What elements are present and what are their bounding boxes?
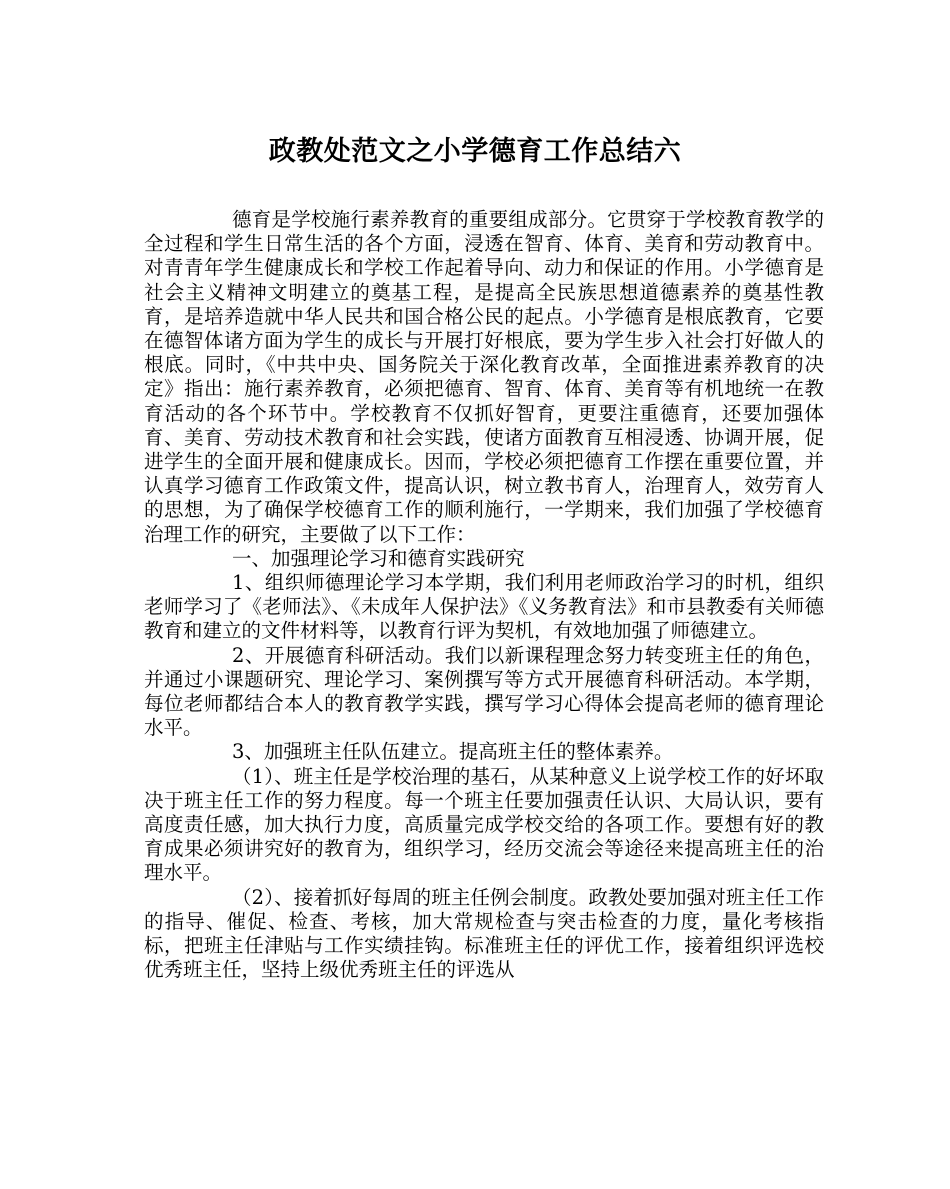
paragraph-intro: 德育是学校施行素养教育的重要组成部分。它贯穿于学校教育教学的全过程和学生日常生活的各个方面，浸透在智育、体育、美育和劳动教育中。对青青年学生健康成长和学校工作起着导向、动力和保证的作用。小学德育是社会主义精神文明建立的奠基工程，是提高全民族思想道德素养的奠基性教育，是培养造就中华人民共和国合格公民的起点。小学德育是根底教育，它要在德智体诸方面为学生的成长与开展打好根底，要为学生步入社会打好做人的根底。同时，《中共中央、国务院关于深化教育改革，全面推进素养教育的决定》指出：施行素养教育，必须把德育、智育、体育、美育等有机地统一在教育活动的各个环节中。学校教育不仅抓好智育，更要注重德育，还要加强体育、美育、劳动技术教育和社会实践，使诸方面教育互相浸透、协调开展，促进学生的全面开展和健康成长。因而，学校必须把德育工作摆在重要位置，并认真学习德育工作政策文件，提高认识，树立教书育人，治理育人，效劳育人的思想，为了确保学校德育工作的顺利施行，一学期来，我们加强了学校德育治理工作的研究，主要做了以下工作： <box>144 208 824 546</box>
paragraph-item-2: 2、开展德育科研活动。我们以新课程理念努力转变班主任的角色，并通过小课题研究、理论学习、案例撰写等方式开展德育科研活动。本学期，每位老师都结合本人的教育教学实践，撰写学习心得体会提高老师的德育理论水平。 <box>144 643 824 740</box>
document-body <box>144 208 824 983</box>
paragraph-item-1: 1、组织师德理论学习本学期，我们利用老师政治学习的时机，组织老师学习了《老师法》、《未成年人保护法》《义务教育法》和市县教委有关师德教育和建立的文件材料等，以教育行评为契机，有效地加强了师德建立。 <box>144 571 824 643</box>
paragraph-subitem-1: （1）、班主任是学校治理的基石，从某种意义上说学校工作的好坏取决于班主任工作的努力程度。每一个班主任要加强责任认识、大局认识，要有高度责任感，加大执行力度，高质量完成学校交给的各项工作。要想有好的教育成果必须讲究好的教育为，组织学习，经历交流会等途径来提高班主任的治理水平。 <box>144 764 824 885</box>
document-title: 政教处范文之小学德育工作总结六 <box>268 136 682 167</box>
paragraph-subitem-2: （2）、接着抓好每周的班主任例会制度。政教处要加强对班主任工作的指导、催促、检查、考核，加大常规检查与突击检查的力度，量化考核指标，把班主任津贴与工作实绩挂钩。标准班主任的评优工作，接着组织评选校优秀班主任，坚持上级优秀班主任的评选从 <box>144 885 824 982</box>
paragraph-item-3: 3、加强班主任队伍建立。提高班主任的整体素养。 <box>232 740 674 764</box>
section-heading-1: 一、加强理论学习和德育实践研究 <box>232 546 525 570</box>
